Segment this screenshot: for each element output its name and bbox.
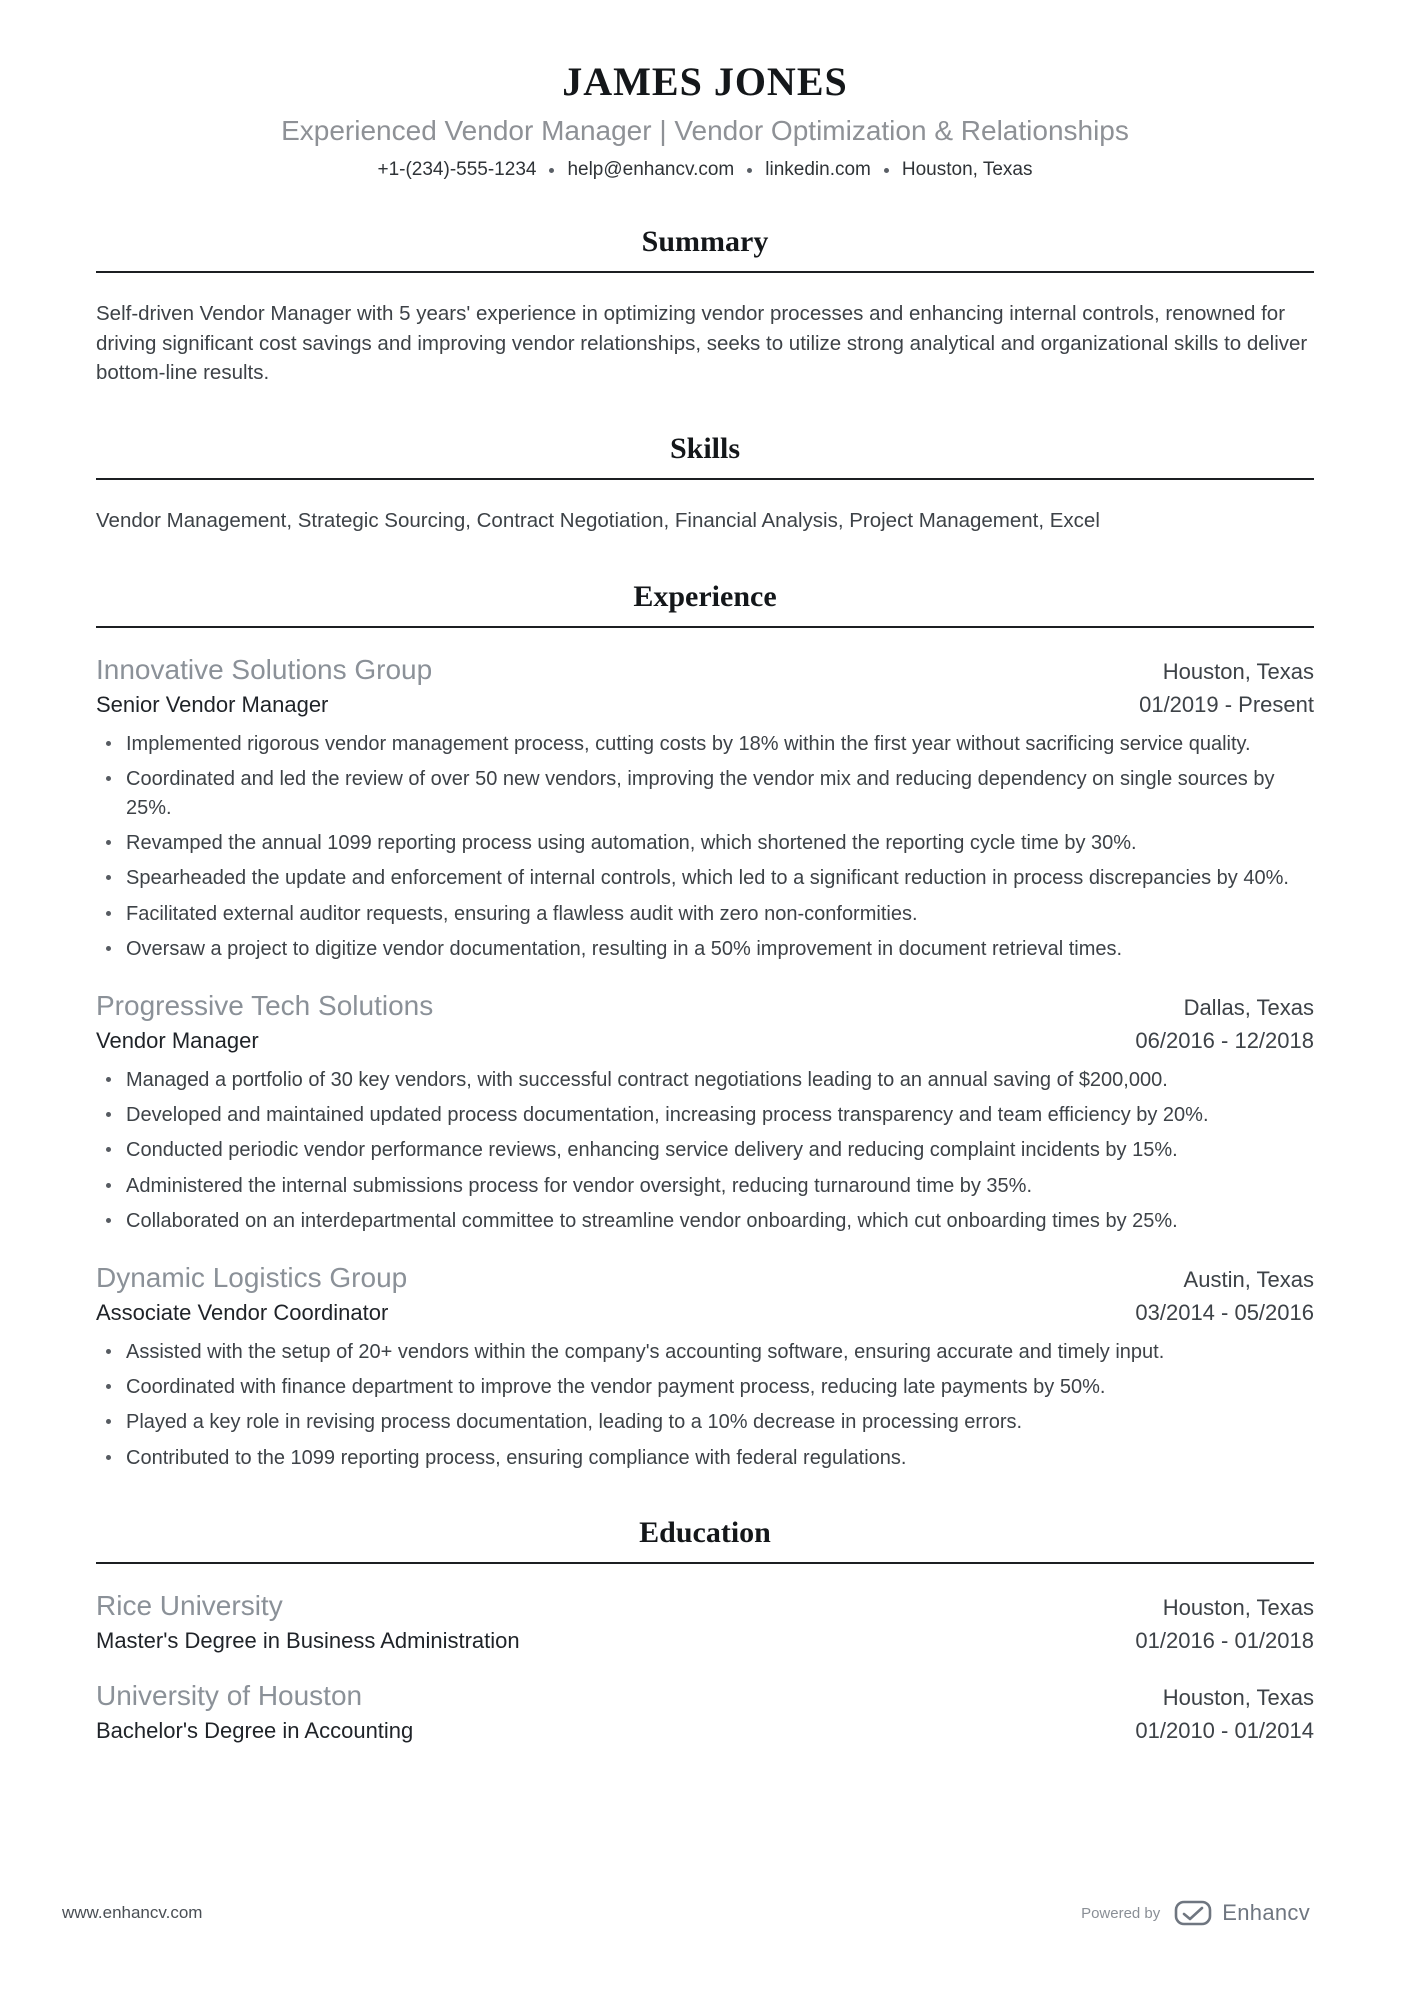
education-entry — [96, 1680, 1314, 1744]
job-bullet-list — [96, 1338, 1314, 1473]
education-entry — [96, 1590, 1314, 1654]
experience-entry — [96, 654, 1314, 964]
job-bullet: Contributed to the 1099 reporting process, ensuring compliance with federal regulations. — [96, 1444, 1314, 1472]
section-experience — [96, 580, 1314, 1472]
contact-phone: +1-(234)-555-1234 — [377, 159, 537, 180]
company-name: Dynamic Logistics Group — [96, 1261, 408, 1293]
job-bullet: Oversaw a project to digitize vendor documentation, resulting in a 50% improvement in document retrieval times. — [96, 935, 1314, 963]
job-bullet: Revamped the annual 1099 reporting process using automation, which shortened the reporting cycle time by 30%. — [96, 829, 1314, 857]
section-divider — [96, 478, 1314, 480]
job-location: Dallas, Texas — [1183, 994, 1314, 1020]
school-dates: 01/2010 - 01/2014 — [1135, 1718, 1314, 1744]
entry-subheader-row — [96, 1296, 1314, 1326]
skills-heading: Skills — [669, 432, 741, 466]
summary-heading: Summary — [641, 225, 769, 258]
powered-by-label: Powered by — [1081, 1904, 1161, 1922]
job-bullet: Administered the internal submissions process for vendor oversight, reducing turnaround time by 35%. — [96, 1172, 1314, 1200]
entry-subheader-row — [96, 1624, 1314, 1654]
school-name: Rice University — [96, 1590, 283, 1622]
entry-header-row — [96, 990, 1314, 1022]
job-bullet-list — [96, 730, 1314, 964]
job-dates: 01/2019 - Present — [1139, 691, 1314, 717]
company-name: Progressive Tech Solutions — [96, 989, 434, 1021]
job-bullet: Spearheaded the update and enforcement of internal controls, which led to a significant reduction in process discrepancies by 40%. — [96, 864, 1314, 892]
experience-heading: Experience — [633, 579, 777, 613]
job-bullet: Facilitated external auditor requests, ensuring a flawless audit with zero non-conformities. — [96, 900, 1314, 928]
entry-header-row — [96, 1590, 1314, 1622]
job-bullet: Implemented rigorous vendor management process, cutting costs by 18% within the first year without sacrificing service quality. — [96, 730, 1314, 758]
dot-separator-icon — [747, 168, 752, 173]
job-bullet: Collaborated on an interdepartmental committee to streamline vendor onboarding, which cut onboarding times by 25%. — [96, 1207, 1314, 1235]
school-name: University of Houston — [96, 1680, 363, 1712]
contact-email: help@enhancv.com — [567, 159, 735, 180]
job-bullet-list — [96, 1066, 1314, 1236]
job-title: Associate Vendor Coordinator — [96, 1299, 389, 1325]
job-title: Senior Vendor Manager — [96, 691, 329, 717]
dot-separator-icon — [549, 168, 554, 173]
experience-entry — [96, 990, 1314, 1236]
entry-header-row — [96, 1262, 1314, 1294]
contact-location: Houston, Texas — [901, 159, 1033, 180]
candidate-name: JAMES JONES — [562, 59, 848, 104]
footer-website: www.enhancv.com — [62, 1903, 203, 1922]
school-dates: 01/2016 - 01/2018 — [1135, 1628, 1314, 1654]
dot-separator-icon — [884, 168, 889, 173]
school-location: Houston, Texas — [1162, 1595, 1314, 1621]
resume-header — [96, 58, 1314, 181]
job-dates: 06/2016 - 12/2018 — [1135, 1027, 1314, 1053]
job-bullet: Developed and maintained updated process documentation, increasing process transparency and team efficiency by 20%. — [96, 1101, 1314, 1129]
summary-text: Self-driven Vendor Manager with 5 years' experience in optimizing vendor processes and enhancing internal controls, renowned for driving significant cost savings and improving vendor relationships, seeks to utilize strong analytical and organizational skills to deliver bottom-line results. — [96, 302, 1308, 385]
entry-subheader-row — [96, 1714, 1314, 1744]
degree-name: Bachelor's Degree in Accounting — [96, 1718, 414, 1744]
footer-brand — [1081, 1899, 1310, 1927]
education-heading: Education — [639, 1516, 771, 1550]
candidate-headline: Experienced Vendor Manager | Vendor Optimization & Relationships — [281, 115, 1129, 146]
section-education — [96, 1516, 1314, 1744]
job-bullet: Played a key role in revising process documentation, leading to a 10% decrease in processing errors. — [96, 1408, 1314, 1436]
page-footer — [62, 1899, 1310, 1927]
job-dates: 03/2014 - 05/2016 — [1135, 1299, 1314, 1325]
skills-text: Vendor Management, Strategic Sourcing, Contract Negotiation, Financial Analysis, Project Management, Excel — [96, 509, 1100, 533]
entry-header-row — [96, 654, 1314, 686]
job-bullet: Assisted with the setup of 20+ vendors within the company's accounting software, ensuring accurate and timely input. — [96, 1338, 1314, 1366]
job-bullet: Conducted periodic vendor performance reviews, enhancing service delivery and reducing complaint incidents by 15%. — [96, 1136, 1314, 1164]
entry-subheader-row — [96, 1024, 1314, 1054]
job-bullet: Coordinated and led the review of over 50 new vendors, improving the vendor mix and reducing dependency on single sources by 25%. — [96, 765, 1314, 822]
school-location: Houston, Texas — [1162, 1685, 1314, 1711]
company-name: Innovative Solutions Group — [96, 653, 433, 685]
degree-name: Master's Degree in Business Administration — [96, 1628, 520, 1654]
brand-name: Enhancv — [1222, 1900, 1310, 1925]
job-location: Austin, Texas — [1183, 1266, 1314, 1292]
section-divider — [96, 626, 1314, 628]
contact-line — [96, 159, 1314, 181]
job-location: Houston, Texas — [1162, 658, 1314, 684]
job-title: Vendor Manager — [96, 1027, 259, 1053]
contact-linkedin: linkedin.com — [765, 159, 871, 180]
experience-entry — [96, 1262, 1314, 1473]
section-divider — [96, 1562, 1314, 1564]
section-summary — [96, 225, 1314, 388]
entry-subheader-row — [96, 688, 1314, 718]
job-bullet: Coordinated with finance department to improve the vendor payment process, reducing late payments by 50%. — [96, 1373, 1314, 1401]
job-bullet: Managed a portfolio of 30 key vendors, with successful contract negotiations leading to an annual saving of $200,000. — [96, 1066, 1314, 1094]
entry-header-row — [96, 1680, 1314, 1712]
section-divider — [96, 271, 1314, 273]
section-skills — [96, 432, 1314, 536]
enhancv-logo-icon — [1174, 1899, 1212, 1927]
